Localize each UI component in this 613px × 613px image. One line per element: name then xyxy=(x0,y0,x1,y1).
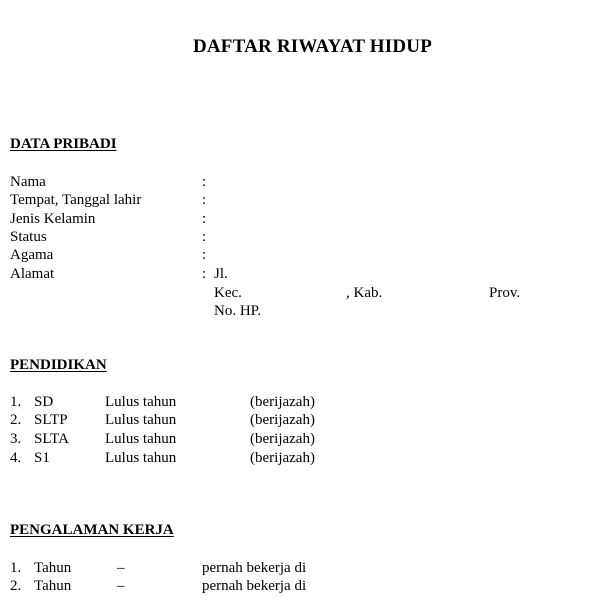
field-colon: : xyxy=(202,229,207,245)
education-graduation-label: Lulus tahun xyxy=(105,431,177,447)
education-graduation-label: Lulus tahun xyxy=(105,450,177,466)
education-certificate-status: (berijazah) xyxy=(250,431,315,447)
education-certificate-status: (berijazah) xyxy=(250,394,315,410)
education-graduation-label: Lulus tahun xyxy=(105,412,177,428)
field-colon: : xyxy=(202,192,207,208)
alamat-kec: Kec. xyxy=(214,285,242,301)
education-certificate-status: (berijazah) xyxy=(250,412,315,428)
field-colon: : xyxy=(202,266,207,282)
field-label-jenis-kelamin: Jenis Kelamin xyxy=(10,211,96,227)
section-heading-pendidikan: PENDIDIKAN xyxy=(10,357,107,373)
document-title: DAFTAR RIWAYAT HIDUP xyxy=(192,36,433,57)
field-colon: : xyxy=(202,211,207,227)
field-label-agama: Agama xyxy=(10,247,54,263)
alamat-no-hp: No. HP. xyxy=(214,303,262,319)
education-number: 3. xyxy=(10,431,22,447)
field-colon: : xyxy=(202,247,207,263)
education-number: 4. xyxy=(10,450,22,466)
alamat-kab: , Kab. xyxy=(346,285,383,301)
work-description: pernah bekerja di xyxy=(202,560,307,576)
work-number: 2. xyxy=(10,578,22,594)
education-number: 1. xyxy=(10,394,22,410)
alamat-jl: Jl. xyxy=(214,266,228,282)
work-year-label: Tahun xyxy=(34,578,72,594)
field-label-nama: Nama xyxy=(10,174,46,190)
education-level: SLTP xyxy=(34,412,68,428)
section-heading-pengalaman-kerja: PENGALAMAN KERJA xyxy=(10,522,174,538)
education-graduation-label: Lulus tahun xyxy=(105,394,177,410)
field-label-alamat: Alamat xyxy=(10,266,55,282)
field-label-status: Status xyxy=(10,229,47,245)
education-level: S1 xyxy=(34,450,50,466)
work-dash: – xyxy=(117,560,125,576)
education-certificate-status: (berijazah) xyxy=(250,450,315,466)
education-level: SD xyxy=(34,394,54,410)
field-label-tempat-tanggal-lahir: Tempat, Tanggal lahir xyxy=(10,192,142,208)
work-dash: – xyxy=(117,578,125,594)
work-year-label: Tahun xyxy=(34,560,72,576)
work-number: 1. xyxy=(10,560,22,576)
field-colon: : xyxy=(202,174,207,190)
education-level: SLTA xyxy=(34,431,69,447)
work-description: pernah bekerja di xyxy=(202,578,307,594)
education-number: 2. xyxy=(10,412,22,428)
alamat-prov: Prov. xyxy=(489,285,521,301)
section-heading-data-pribadi: DATA PRIBADI xyxy=(10,136,117,152)
